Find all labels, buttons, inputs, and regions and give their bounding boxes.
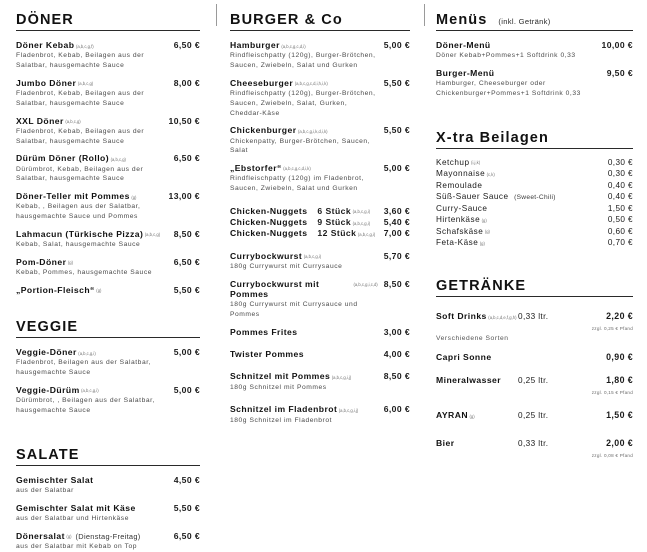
item-price: 5,50 € [173,502,200,513]
item-price: 6,50 € [173,153,200,164]
item-name: Mayonnaise [436,169,486,179]
menu-item[interactable] [16,153,200,184]
section-title: VEGGIE [16,319,79,336]
item-description: 180g Schnitzel im Fladenbrot [230,416,333,424]
item-price: 8,50 € [383,278,410,289]
menu-item[interactable] [16,257,200,278]
menu-item-row [16,475,200,485]
item-description: 180g Schnitzel mit Pommes [230,383,327,391]
item-name: Schnitzel mit Pommes [230,371,331,382]
item-price: 2,20 € [606,311,633,322]
item-description: aus der Salatbar [16,486,74,494]
beilage-row[interactable] [436,215,633,224]
item-price: 5,50 € [383,77,410,88]
item-name: Dönersalat [16,530,65,541]
item-name: Gemischter Salat [16,474,94,485]
menu-item[interactable] [16,531,200,552]
item-price: 0,40 € [607,192,633,202]
menu-item[interactable] [16,78,200,109]
beilage-row[interactable] [436,158,633,167]
item-name: Schnitzel im Fladenbrot [230,404,338,415]
section-heading-veggie [16,319,200,338]
menu-item[interactable] [16,229,200,250]
beilage-row[interactable] [436,204,633,213]
section-title: BURGER & Co [230,12,343,28]
menu-item[interactable] [230,217,410,227]
allergen-code: (i,j,k) [471,160,481,166]
item-price: 0,70 € [607,238,633,248]
item-description: Rindfleischpatty (120g), Burger-Brötchen, Saucen, Zwiebeln, Salat und Gurken [230,52,376,70]
menu-item-row [16,229,200,239]
drink-row [436,433,633,451]
item-name: Süß-Sauer Sauce [436,192,509,202]
item-price: 0,90 € [606,352,633,363]
drink-row [436,306,633,324]
item-name: Chicken-Nuggets [230,217,308,228]
section-veggie [16,319,200,416]
allergen-code: (a,b,c,g,i,j) [331,374,352,380]
item-price: 7,00 € [383,228,410,239]
item-name: Veggie-Döner [16,347,77,358]
section-getraenke [436,278,633,458]
allergen-code: (g) [469,413,475,419]
allergen-code: (g) [131,194,137,200]
item-name: Jumbo Döner [16,77,77,88]
item-name: Curry-Sauce [436,203,488,213]
allergen-code: (a,b,c,g,i,j) [338,407,359,413]
item-description: Dürümbrot, Kebab, Beilagen aus der Salatbar, hausgemachte Sauce [16,165,144,183]
item-description: aus der Salatbar mit Kebab on Top [16,543,138,550]
menu-item[interactable] [230,125,410,156]
item-description: Fladenbrot, Kebab, Beilagen aus der Salatbar, hausgemachte Sauce [16,127,145,145]
menu-item-row [16,116,200,126]
item-description: Kebab, , Beilagen aus der Salatbar, hausgemachte Sauce und Pommes [16,203,141,221]
allergen-code: (a,b,c,g,i,k,d,i,k) [298,128,328,134]
allergen-code: (a,b,c,g) [144,232,161,238]
drink-item[interactable] [436,405,633,423]
item-note: (Sweet-Chili) [514,194,556,202]
section-title: DÖNER [16,12,74,28]
item-name: Ketchup [436,157,470,167]
item-name: Lahmacun (Türkische Pizza) [16,228,144,239]
menu-item-row [16,503,200,513]
allergen-code: (a,b,c,g,i) [303,254,322,260]
item-description: Rindfleischpatty (120g), Burger-Brötchen, Saucen, Zwiebeln, Salat, Gurken, Cheddar-Käse [230,90,376,117]
item-name: Chicken-Nuggets [230,205,308,216]
section-title: GETRÄNKE [436,278,527,295]
item-description: Fladenbrot, Kebab, Beilagen aus der Salatbar, hausgemachte Sauce [16,52,145,70]
item-name: AYRAN [436,410,469,421]
drink-row [436,405,633,423]
item-name: Mineralwasser [436,375,502,386]
menu-item-row [436,68,633,78]
column-right [424,0,647,457]
allergen-code: (g) [96,288,102,294]
beilage-row[interactable] [436,181,633,190]
menu-item-row [230,163,410,173]
item-name: Currybockwurst mit Pommes [230,278,320,299]
menu-item-row [230,206,410,216]
drink-item[interactable] [436,306,633,342]
item-price: 0,60 € [607,226,633,236]
menu-item-row [16,78,200,88]
item-name: Pommes Frites [230,326,298,337]
menu-item-row [230,279,410,300]
item-price: 2,00 € [606,438,633,449]
item-description: Chickenpatty, Burger-Brötchen, Saucen, Salat [230,137,371,155]
menu-item-row [16,153,200,163]
menu-item-row [230,217,410,227]
drink-volume: 0,33 ltr. [518,312,549,322]
item-price: 6,50 € [173,40,200,50]
allergen-code: (g) [481,217,487,223]
item-name: Capri Sonne [436,352,492,363]
drink-volume: 0,25 ltr. [518,411,549,421]
item-name: Veggie-Dürüm [16,384,80,395]
item-price: 3,60 € [383,205,410,216]
drink-row [436,370,633,388]
item-name: Chickenburger [230,125,297,136]
menu-item[interactable] [16,116,200,147]
menu-item[interactable] [16,347,200,378]
drink-row [436,347,633,365]
item-price: 6,00 € [383,404,410,415]
column-left [0,0,216,550]
item-name: Feta-Käse [436,238,479,248]
item-price: 6,50 € [173,256,200,267]
drink-volume: 0,33 ltr. [518,439,549,449]
item-price: 5,50 € [383,125,410,136]
allergen-code: (g) [67,260,73,266]
allergen-code: (c,k) [486,171,495,177]
menu-item-row [230,371,410,381]
beilage-row[interactable] [436,169,633,178]
drink-item[interactable] [436,347,633,365]
beilage-row[interactable] [436,192,633,201]
allergen-code: (a,b,c,g,i) [81,388,99,394]
item-price: 0,30 € [607,169,633,179]
menu-item-row [436,40,633,50]
allergen-code: (a,b,c,g) [110,156,126,162]
menu-item[interactable] [230,163,410,194]
item-price: 0,30 € [607,157,633,167]
beilage-row[interactable] [436,238,633,247]
menu-item-row [230,349,410,359]
menu-item[interactable] [16,475,200,496]
availability-note: (Dienstag-Freitag) [75,531,141,541]
allergen-code: (a,b,c,g,i) [78,350,96,356]
item-name: XXL Döner [16,115,64,126]
item-price: 1,50 € [606,410,633,421]
section-heading-getraenke [436,278,633,297]
menu-item[interactable] [230,251,410,272]
section-title: X-tra Beilagen [436,129,549,146]
menu-item-row [16,347,200,357]
allergen-code: (a,b,c,g,c,d,i) [281,43,306,49]
section-burger [230,12,410,425]
section-heading-doener [16,12,200,31]
item-price: 0,50 € [607,215,633,225]
menu-item[interactable] [230,228,410,238]
menu-item-row [230,251,410,261]
item-price: 5,00 € [383,40,410,50]
allergen-code: (g) [66,534,72,540]
section-heading-menues [436,12,633,31]
section-heading-burger [230,12,410,31]
allergen-code: (a,b,c,g,i) [352,220,371,226]
item-price: 6,50 € [173,530,200,541]
drink-item[interactable] [436,370,633,395]
column-divider [216,4,217,26]
menu-item[interactable] [230,371,410,392]
item-price: 9,50 € [606,68,633,79]
menu-item[interactable] [436,40,633,61]
item-price: 3,00 € [383,326,410,337]
menu-item-row [230,125,410,135]
item-quantity: 6 Stück [317,205,352,216]
item-price: 5,00 € [383,162,410,173]
item-name: „Portion-Fleisch“ [16,284,95,295]
item-price: 10,00 € [601,40,633,50]
allergen-code: (a,b,c,g,c,d,i,h,i,k) [294,81,328,87]
menu-item[interactable] [16,40,200,71]
drink-item[interactable] [436,433,633,458]
item-price: 1,80 € [606,375,633,386]
menu-item-row [16,40,200,50]
item-description: 180g Currywurst mit Currysauce und Pommes [230,301,358,319]
menu-item[interactable] [230,78,410,118]
allergen-code: (a,b,c,g,i) [352,209,371,215]
item-name: Currybockwurst [230,250,303,261]
allergen-code: (g) [484,229,490,235]
section-note: (inkl. Getränk) [498,17,551,26]
item-price: 1,50 € [607,203,633,213]
menu-item[interactable] [436,68,633,99]
menu-item-row [16,191,200,201]
item-name: Gemischter Salat mit Käse [16,502,136,513]
item-name: Twister Pommes [230,349,304,360]
item-name: Dürüm Döner (Rollo) [16,153,110,164]
menu-item[interactable] [16,385,200,416]
item-description: Hamburger, Cheeseburger oder Chickenburger+Pommes+1 Softdrink 0,33 [436,80,581,98]
item-price: 5,00 € [173,347,200,358]
menu-item-row [16,531,200,541]
item-description: Fladenbrot, Kebab, Beilagen aus der Salatbar, hausgemachte Sauce [16,90,145,107]
menu-item-row [230,228,410,238]
item-description: Döner Kebab+Pommes+1 Softdrink 0,33 [436,52,576,60]
item-name: Döner-Teller mit Pommes [16,191,130,201]
allergen-code: (g) [479,240,485,246]
item-name: Burger-Menü [436,68,495,79]
menu-item[interactable] [230,40,410,71]
item-price: 5,00 € [173,384,200,395]
item-price: 8,50 € [173,228,200,239]
item-price: 5,70 € [383,250,410,261]
item-name: Remoulade [436,180,483,190]
menu-item-row [16,257,200,267]
menu-item[interactable] [230,349,410,359]
menu-item[interactable] [230,206,410,216]
deposit-note: zzgl. 0,08 € Pfand [591,453,633,459]
item-name: Cheeseburger [230,77,294,88]
item-name: Hirtenkäse [436,215,481,225]
item-name: Schafskäse [436,226,484,236]
item-description: Kebab, Salat, hausgemachte Sauce [16,241,141,249]
item-price: 5,40 € [383,217,410,228]
item-price: 5,50 € [173,284,200,295]
allergen-code: (a,b,c,g,i) [357,231,376,237]
drink-volume: 0,25 ltr. [518,376,549,386]
section-heading-beilagen [436,130,633,149]
section-menues [436,12,633,99]
item-description: aus der Salatbar und Hirtenkäse [16,514,129,522]
column-divider [424,4,425,26]
allergen-code: (a,b,c,g,i,c,d) [353,282,378,288]
item-name: Soft Drinks [436,311,487,322]
allergen-code: (a,b,c,d,e,f,g,h) [488,314,517,320]
item-description: Dürümbrot, , Beilagen aus der Salatbar, hausgemachte Sauce [16,397,155,414]
menu-item[interactable] [16,503,200,524]
section-doener [16,12,200,295]
allergen-code: (a,b,c,g) [77,81,94,87]
section-title: SALATE [16,446,80,463]
item-description: Fladenbrot, Beilagen aus der Salatbar, hausgemachte Sauce [16,359,152,377]
item-price: 8,00 € [173,77,200,88]
item-price: 13,00 € [168,191,200,201]
item-name: Döner-Menü [436,40,491,50]
menu-item-row [16,285,200,295]
item-price: 8,50 € [383,371,410,382]
item-name: Chicken-Nuggets [230,228,308,239]
item-description: Rindfleischpatty (120g) im Fladenbrot, Saucen, Zwiebeln, Salat und Gurken [230,175,364,192]
menu-item-row [16,385,200,395]
menu-item[interactable] [230,327,410,337]
menu-item[interactable] [230,404,410,425]
drink-subtitle: Verschiedene Sorten [436,335,509,343]
allergen-code: (a,b,c,g) [65,119,81,124]
item-price: 4,50 € [173,474,200,485]
menu-item-row [230,78,410,88]
menu-item[interactable] [16,191,200,222]
menu-item-row [230,40,410,50]
menu-item[interactable] [16,285,200,295]
beilage-row[interactable] [436,227,633,236]
column-middle [216,0,424,457]
section-beilagen [436,130,633,248]
deposit-note: zzgl. 0,25 € Pfand [591,326,633,332]
item-name: Bier [436,438,455,449]
item-description: 180g Currywurst mit Currysauce [230,262,343,270]
item-name: Döner Kebab [16,40,75,50]
menu-item[interactable] [230,279,410,320]
item-name: „Ebstorfer“ [230,162,282,173]
item-price: 4,00 € [383,349,410,360]
item-quantity: 9 Stück [317,217,352,228]
item-price: 10,50 € [168,115,200,126]
item-price: 0,40 € [607,180,633,190]
deposit-note: zzgl. 0,15 € Pfand [591,390,633,396]
item-description: Kebab, Pommes, hausgemachte Sauce [16,269,152,277]
item-name: Pom-Döner [16,256,67,267]
item-quantity: 12 Stück [317,228,357,239]
section-heading-salate [16,447,200,466]
menu-item-row [230,327,410,337]
section-title: Menüs [436,12,488,28]
allergen-code: (a,b,c,g,c,d,i,k) [283,166,311,172]
item-name: Hamburger [230,40,280,50]
section-salate [16,447,200,552]
menu-item-row [230,404,410,414]
allergen-code: (a,b,c,g,f) [75,43,94,49]
